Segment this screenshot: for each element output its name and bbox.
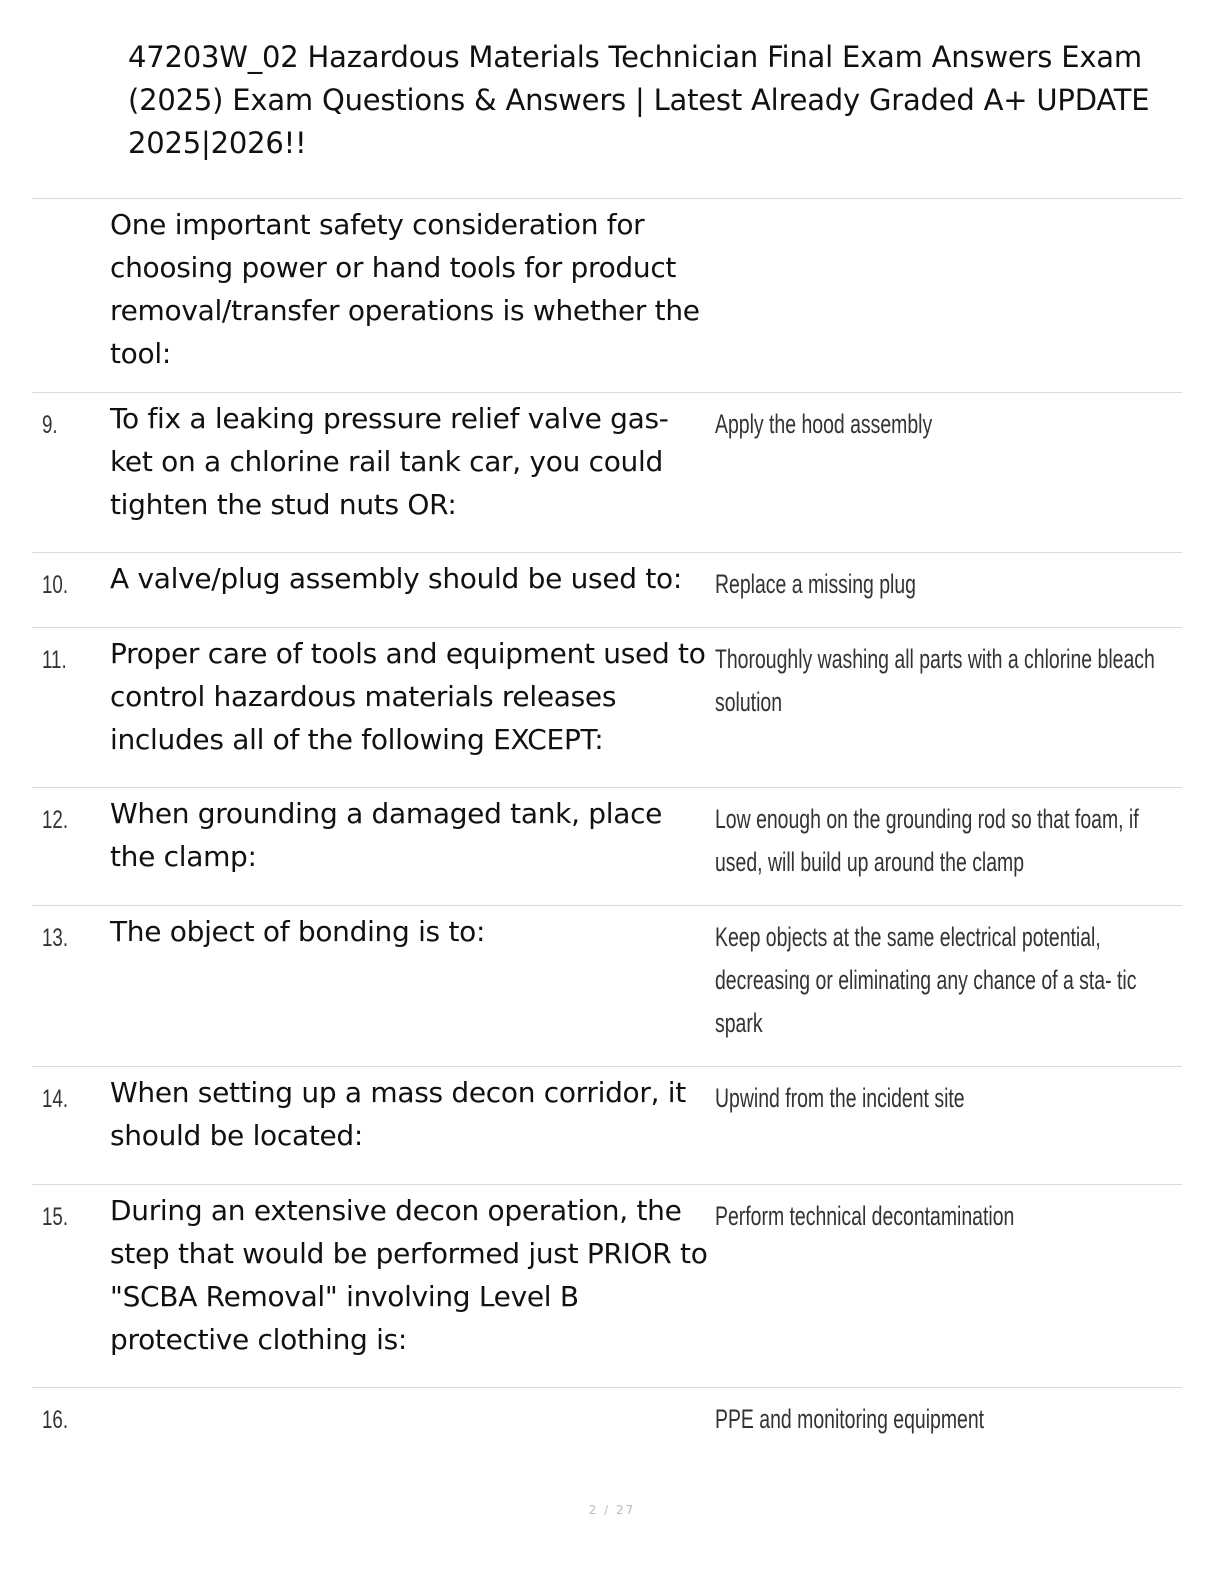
answer-text: Thoroughly washing all parts with a chlorine bleach solution bbox=[715, 644, 1155, 717]
question-text: To fix a leaking pressure relief valve gas- ket on a chlorine rail tank car, you could tighten the stud nuts OR: bbox=[110, 402, 669, 521]
qa-row-10 bbox=[32, 553, 1182, 628]
qa-table bbox=[32, 198, 1182, 1468]
qa-row-16 bbox=[32, 1388, 1182, 1468]
answer-text: Upwind from the incident site bbox=[715, 1083, 965, 1113]
answer-text: Low enough on the grounding rod so that foam, if used, will build up around the clamp bbox=[715, 804, 1139, 877]
question-number: 11. bbox=[42, 646, 67, 674]
question-text: When setting up a mass decon corridor, it should be located: bbox=[110, 1076, 686, 1152]
question-number: 9. bbox=[42, 411, 58, 439]
question-text: The object of bonding is to: bbox=[110, 915, 486, 948]
answer-text: Replace a missing plug bbox=[715, 569, 916, 599]
question-text: Proper care of tools and equipment used to control hazardous materials releases includes all of the following EXCEPT: bbox=[110, 637, 706, 756]
qa-row-9 bbox=[32, 393, 1182, 553]
question-text: A valve/plug assembly should be used to: bbox=[110, 562, 682, 595]
qa-row-11 bbox=[32, 628, 1182, 788]
question-number: 16. bbox=[42, 1406, 69, 1434]
answer-text: PPE and monitoring equipment bbox=[715, 1404, 985, 1434]
answer-text: Keep objects at the same electrical potential, decreasing or eliminating any chance of a sta- tic spark bbox=[715, 922, 1137, 1038]
qa-row-12 bbox=[32, 788, 1182, 906]
question-number: 10. bbox=[42, 571, 69, 599]
question-number: 13. bbox=[42, 924, 69, 952]
answer-text: Apply the hood assembly bbox=[715, 409, 933, 439]
question-text: One important safety consideration for choosing power or hand tools for product removal/transfer operations is whether the tool: bbox=[110, 208, 700, 370]
question-number: 15. bbox=[42, 1203, 69, 1231]
answer-text: Perform technical decontamination bbox=[715, 1201, 1015, 1231]
question-text: When grounding a damaged tank, place the clamp: bbox=[110, 797, 663, 873]
page-number: 2 / 27 bbox=[588, 1503, 636, 1517]
qa-row-15 bbox=[32, 1185, 1182, 1388]
qa-row-13 bbox=[32, 906, 1182, 1067]
question-number: 12. bbox=[42, 806, 69, 834]
qa-row-14 bbox=[32, 1067, 1182, 1185]
qa-row-continued bbox=[32, 199, 1182, 393]
document-title: 47203W_02 Hazardous Materials Technician Final Exam Answers Exam (2025) Exam Questions & Answers | Latest Already Graded A+ UPDATE 2025|2026!! bbox=[128, 40, 1150, 160]
question-number: 14. bbox=[42, 1085, 69, 1113]
question-text: During an extensive decon operation, the step that would be performed just PRIOR to "SCBA Removal" involving Level B protective clothing is: bbox=[110, 1194, 708, 1356]
